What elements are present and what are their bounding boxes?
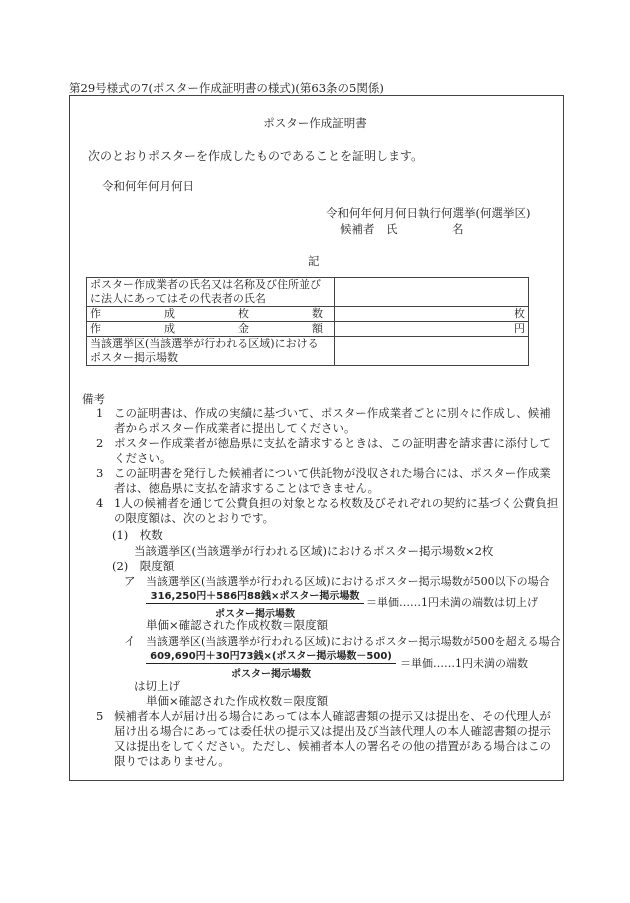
candidate-name-label: 名 — [452, 222, 464, 236]
issue-date: 令和何年何月何日 — [102, 179, 194, 193]
table-row — [87, 278, 529, 307]
note-1: 1 この証明書は、作成の実績に基づいて、ポスター作成業者ごとに別々に作成し、候補者からポスター作成業者に提出してください。 — [96, 406, 551, 435]
poster-sites-label: 当該選挙区(当該選挙が行われる区域)における ポスター掲示場数 — [87, 337, 335, 366]
case-a-formula: 316,250円＋586円88銭×ポスター掲示場数 ポスター掲示場数 — [146, 587, 364, 620]
case-i-result: 単価×確認された作成枚数＝限度額 — [146, 694, 329, 708]
document-title: ポスター作成証明書 — [263, 116, 367, 130]
sub-item-1-text: 当該選挙区(当該選挙が行われる区域)におけるポスター掲示場数×2枚 — [134, 544, 494, 558]
note-3: 3 この証明書を発行した候補者について供託物が没収された場合には、ポスター作成業者は、徳島県に支払を請求することはできません。 — [96, 466, 551, 495]
table-row — [87, 307, 529, 322]
poster-sites-value — [335, 337, 529, 366]
quantity-unit: 枚 — [335, 307, 529, 322]
form-header: 第29号様式の7(ポスター作成証明書の様式)(第63条の5関係) — [69, 81, 384, 95]
candidate-label: 候補者 氏 — [340, 222, 398, 236]
items-table — [86, 277, 529, 366]
sub-item-2-label: (2) 限度額 — [112, 559, 175, 573]
case-a-label: ア — [124, 574, 136, 588]
note-2: 2 ポスター作成業者が徳島県に支払を請求するときは、この証明書を請求書に添付してください。 — [96, 436, 551, 465]
election-line: 令和何年何月何日執行何選挙(何選挙区) — [326, 206, 531, 220]
quantity-label: 作 成 枚 数 — [87, 307, 335, 322]
table-row — [87, 337, 529, 366]
note-5: 5 候補者本人が届け出る場合にあっては本人確認書類の提示又は提出を、その代理人が届け出る場合にあっては委任状の提示又は提出及び当該代理人の本人確認書類の提示又は提出をしてください。ただし、候補者本人の署名その他の措置がある場合はこの限りではありません。 — [96, 709, 551, 768]
certification-statement: 次のとおりポスターを作成したものであることを証明します。 — [88, 149, 424, 163]
table-row — [87, 322, 529, 337]
amount-unit: 円 — [335, 322, 529, 337]
vendor-name-value — [335, 278, 529, 307]
case-i-text: 当該選挙区(当該選挙が行われる区域)におけるポスター掲示場数が500を超える場合 — [146, 635, 561, 648]
ki-label: 記 — [308, 254, 320, 268]
case-i-tail-2: は切上げ — [134, 679, 180, 693]
case-i-formula: 609,690円＋30円73銭×(ポスター掲示場数－500) ポスター掲示場数 — [146, 647, 396, 680]
amount-label: 作 成 金 額 — [87, 322, 335, 337]
case-i-label: イ — [124, 634, 136, 648]
case-i-tail: ＝単価……1円未満の端数 — [400, 657, 528, 670]
case-a-text: 当該選挙区(当該選挙が行われる区域)におけるポスター掲示場数が500以下の場合 — [146, 575, 550, 588]
sub-item-1-label: (1) 枚数 — [112, 528, 163, 542]
remarks-title: 備考 — [82, 392, 105, 406]
case-a-result: 単価×確認された作成枚数＝限度額 — [146, 618, 329, 632]
vendor-name-label: ポスター作成業者の氏名又は名称及び住所並び に法人にあってはその代表者の氏名 — [87, 278, 335, 307]
case-a-tail: ＝単価……1円未満の端数は切上げ — [366, 596, 538, 609]
note-4: 4 1人の候補者を通じて公費負担の対象となる枚数及びそれぞれの契約に基づく公費負担の限度額は、次のとおりです。 — [96, 496, 559, 525]
